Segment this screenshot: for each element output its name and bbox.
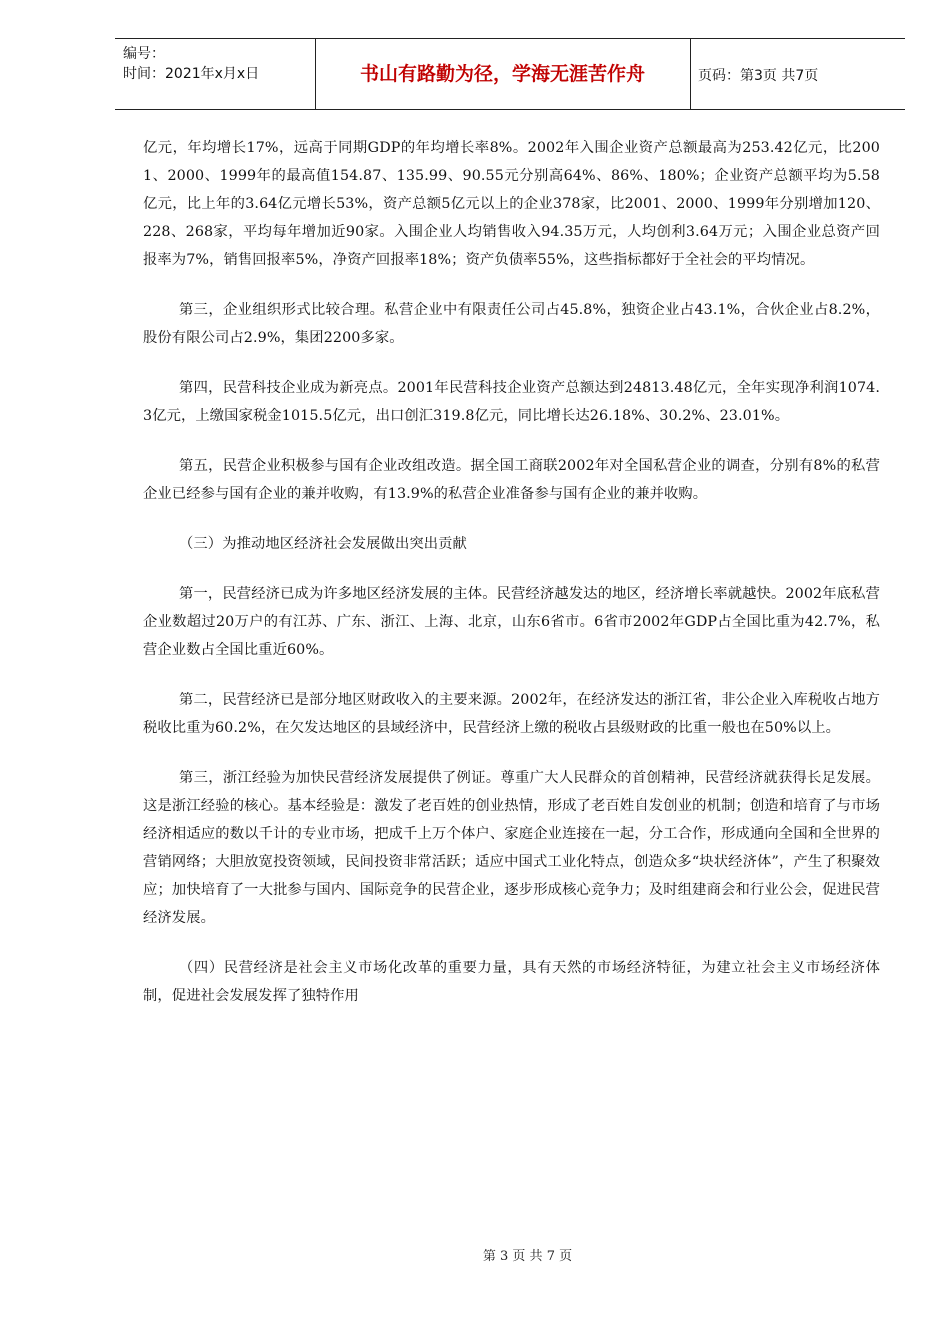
- document-body: [143, 134, 880, 1032]
- header-page-number: 页码：第3页 共7页: [698, 68, 819, 84]
- page-footer: 第 3 页 共 7 页: [482, 1249, 573, 1264]
- page-header: [115, 38, 905, 110]
- paragraph: 第二，民营经济已是部分地区财政收入的主要来源。2002年，在经济发达的浙江省，非公企业入库税收占地方税收比重为60.2%，在欠发达地区的县域经济中，民营经济上缴的税收占县级财政的比重一般也在50%以上。: [143, 692, 880, 736]
- header-motto-cell: [315, 39, 691, 109]
- paragraph: 第三，浙江经验为加快民营经济发展提供了例证。尊重广大人民群众的首创精神，民营经济就获得长足发展。这是浙江经验的核心。基本经验是：激发了老百姓的创业热情，形成了老百姓自发创业的机制；创造和培育了与市场经济相适应的数以千计的专业市场，把成千上万个体户、家庭企业连接在一起，分工合作，形成通向全国和全世界的营销网络；大胆放宽投资领域，民间投资非常活跃；适应中国式工业化特点，创造众多“块状经济体”，产生了积聚效应；加快培育了一大批参与国内、国际竞争的民营企业，逐步形成核心竞争力；及时组建商会和行业公会，促进民营经济发展。: [143, 770, 880, 926]
- section-heading: （四）民营经济是社会主义市场化改革的重要力量，具有天然的市场经济特征，为建立社会主义市场经济体制，促进社会发展发挥了独特作用: [143, 960, 880, 1004]
- paragraph: 第三，企业组织形式比较合理。私营企业中有限责任公司占45.8%，独资企业占43.1%，合伙企业占8.2%，股份有限公司占2.9%，集团2200多家。: [143, 302, 880, 346]
- section-heading: （三）为推动地区经济社会发展做出突出贡献: [179, 536, 467, 552]
- document-time-label: 时间：2021年x月x日: [123, 66, 260, 82]
- paragraph: 第五，民营企业积极参与国有企业改组改造。据全国工商联2002年对全国私营企业的调查，分别有8%的私营企业已经参与国有企业的兼并收购，有13.9%的私营企业准备参与国有企业的兼并收购。: [143, 458, 880, 502]
- document-number-label: 编号：: [123, 46, 165, 62]
- paragraph: 亿元，年均增长17%，远高于同期GDP的年均增长率8%。2002年入围企业资产总额最高为253.42亿元，比2001、2000、1999年的最高值154.87、135.99、90.55元分别高64%、86%、180%；企业资产总额平均为5.58亿元，比上年的3.64亿元增长53%，资产总额5亿元以上的企业378家，比2001、2000、1999年分别增加120、228、268家，平均每年增加近90家。入围企业人均销售收入94.35万元，人均创利3.64万元；入围企业总资产回报率为7%，销售回报率5%，净资产回报率18%；资产负债率55%，这些指标都好于全社会的平均情况。: [143, 140, 880, 268]
- paragraph: 第一，民营经济已成为许多地区经济发展的主体。民营经济越发达的地区，经济增长率就越快。2002年底私营企业数超过20万户的有江苏、广东、浙江、上海、北京，山东6省市。6省市2002年GDP占全国比重为42.7%，私营企业数占全国比重近60%。: [143, 586, 880, 658]
- header-page-cell: [690, 39, 905, 109]
- paragraph: 第四，民营科技企业成为新亮点。2001年民营科技企业资产总额达到24813.48亿元，全年实现净利润1074.3亿元，上缴国家税金1015.5亿元，出口创汇319.8亿元，同比增长达26.18%、30.2%、23.01%。: [143, 380, 880, 424]
- header-info-cell: [115, 39, 316, 109]
- header-motto: 书山有路勤为径，学海无涯苦作舟: [359, 63, 645, 85]
